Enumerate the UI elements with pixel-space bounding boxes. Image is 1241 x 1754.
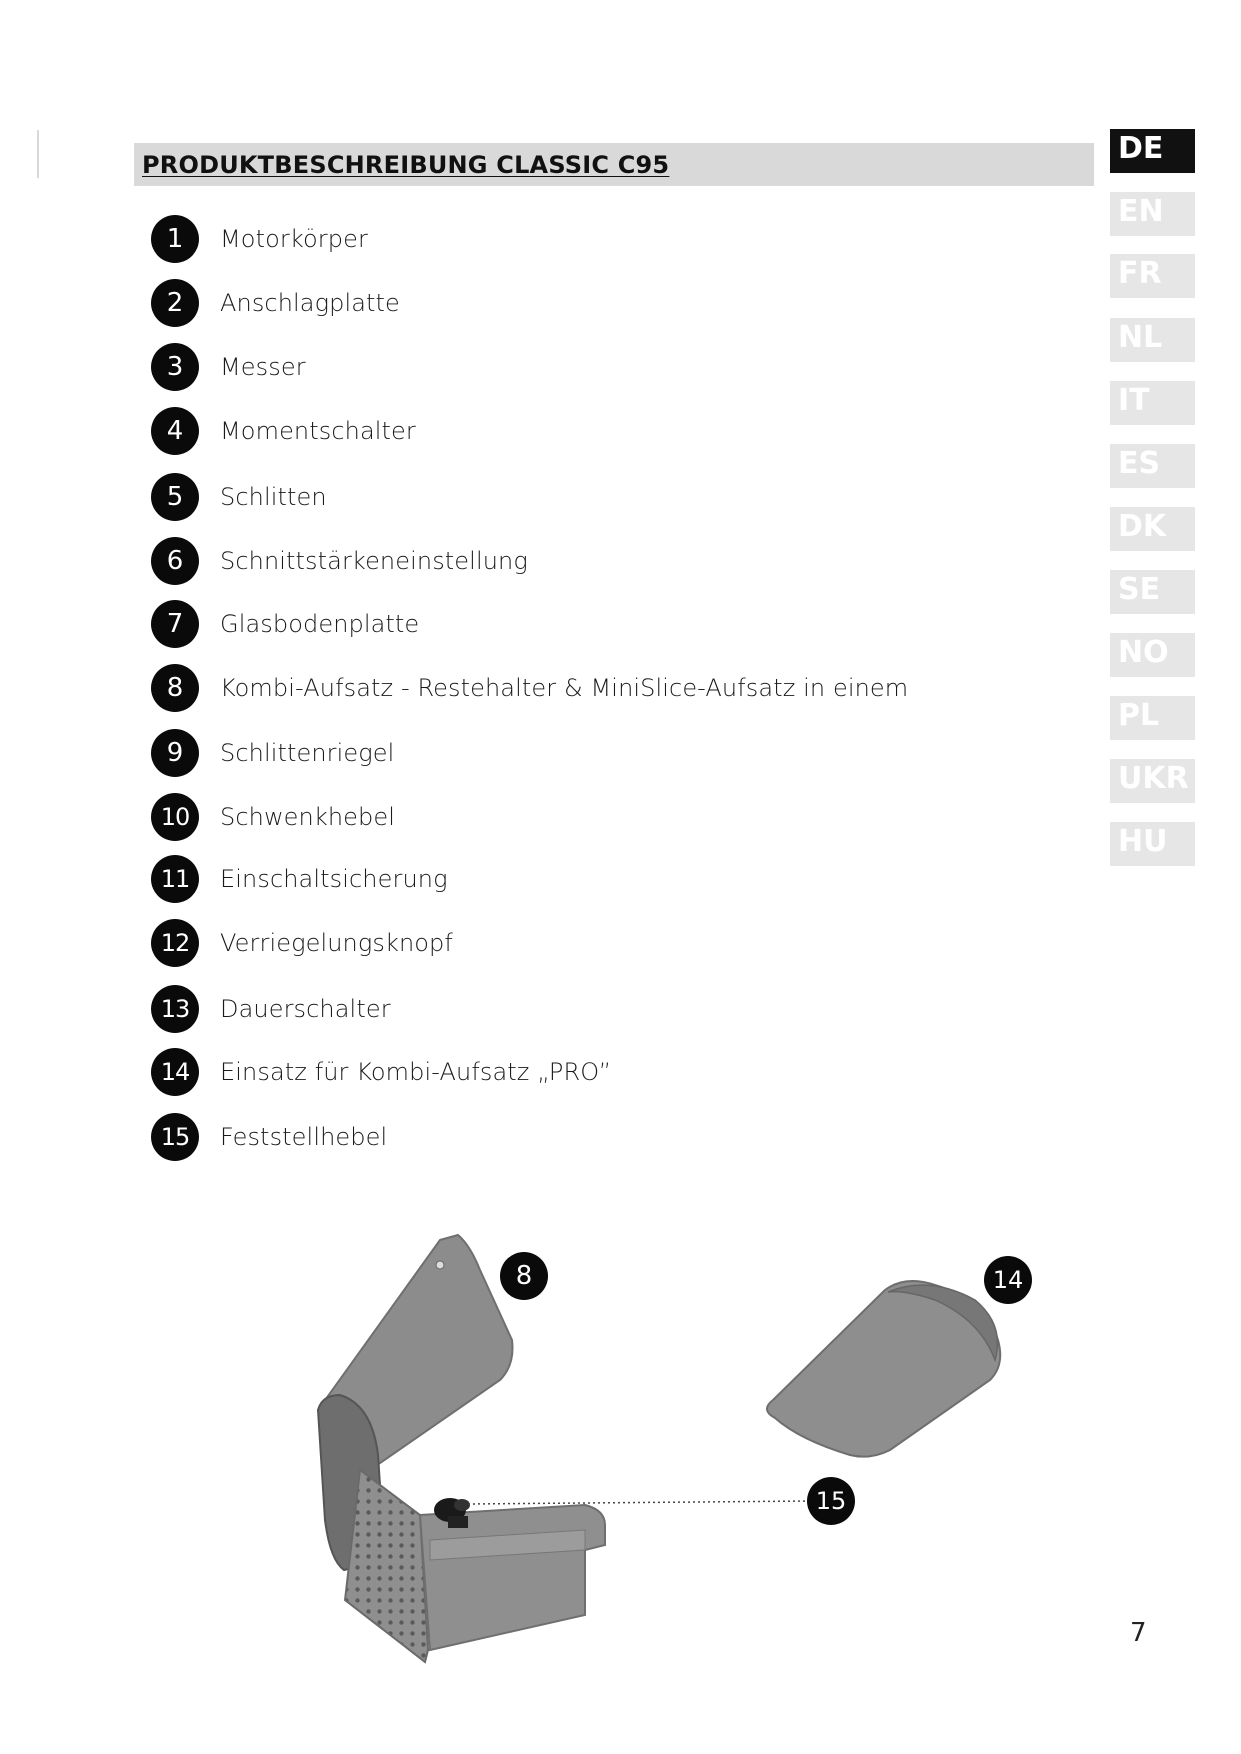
lang-tab-de[interactable]: DE xyxy=(1110,129,1195,173)
part-label: Schwenkhebel xyxy=(220,803,395,831)
part-label: Motorkörper xyxy=(220,225,368,253)
part-number-badge: 9 xyxy=(151,729,199,777)
lang-tab-fr[interactable]: FR xyxy=(1110,254,1195,298)
callout-badge: 14 xyxy=(984,1256,1032,1304)
lang-tab-hu[interactable]: HU xyxy=(1110,822,1195,866)
part-label: Anschlagplatte xyxy=(220,289,400,317)
lang-tab-it[interactable]: IT xyxy=(1110,381,1195,425)
lang-tab-se[interactable]: SE xyxy=(1110,570,1195,614)
part-number-badge: 10 xyxy=(151,793,199,841)
part-label: Kombi-Aufsatz - Restehalter & MiniSlice-Aufsatz in einem xyxy=(220,674,909,702)
part-label: Glasbodenplatte xyxy=(220,610,420,638)
leader-line xyxy=(468,1501,813,1504)
callout-badge: 15 xyxy=(807,1477,855,1525)
part-number-badge: 4 xyxy=(151,407,199,455)
part-number-badge: 15 xyxy=(151,1113,199,1161)
part-label: Momentschalter xyxy=(220,417,416,445)
part-label: Dauerschalter xyxy=(220,995,391,1023)
lang-tab-ukr[interactable]: UKR xyxy=(1110,759,1195,803)
combi-attachment-drawing xyxy=(318,1235,605,1662)
lang-tab-es[interactable]: ES xyxy=(1110,444,1195,488)
part-number-badge: 6 xyxy=(151,537,199,585)
part-label: Einsatz für Kombi-Aufsatz „PRO” xyxy=(220,1058,612,1086)
part-number-badge: 1 xyxy=(151,215,199,263)
part-number-badge: 13 xyxy=(151,985,199,1033)
part-number-badge: 3 xyxy=(151,343,199,391)
part-number-badge: 8 xyxy=(151,664,199,712)
lang-tab-nl[interactable]: NL xyxy=(1110,318,1195,362)
lang-tab-en[interactable]: EN xyxy=(1110,192,1195,236)
pro-insert-drawing xyxy=(767,1281,1000,1457)
lang-tab-no[interactable]: NO xyxy=(1110,633,1195,677)
part-label: Schlittenriegel xyxy=(220,739,395,767)
part-label: Schnittstärkeneinstellung xyxy=(220,547,528,575)
part-number-badge: 7 xyxy=(151,600,199,648)
part-number-badge: 14 xyxy=(151,1048,199,1096)
lang-tab-pl[interactable]: PL xyxy=(1110,696,1195,740)
part-label: Einschaltsicherung xyxy=(220,865,448,893)
part-label: Feststellhebel xyxy=(220,1123,388,1151)
callout-badge: 8 xyxy=(500,1252,548,1300)
part-number-badge: 12 xyxy=(151,919,199,967)
part-number-badge: 2 xyxy=(151,279,199,327)
part-number-badge: 11 xyxy=(151,855,199,903)
part-number-badge: 5 xyxy=(151,473,199,521)
page-title: PRODUKTBESCHREIBUNG CLASSIC C95 xyxy=(142,151,670,179)
lang-tab-dk[interactable]: DK xyxy=(1110,507,1195,551)
part-label: Schlitten xyxy=(220,483,327,511)
part-label: Messer xyxy=(220,353,306,381)
page-number: 7 xyxy=(1130,1618,1147,1648)
part-label: Verriegelungsknopf xyxy=(220,929,453,957)
